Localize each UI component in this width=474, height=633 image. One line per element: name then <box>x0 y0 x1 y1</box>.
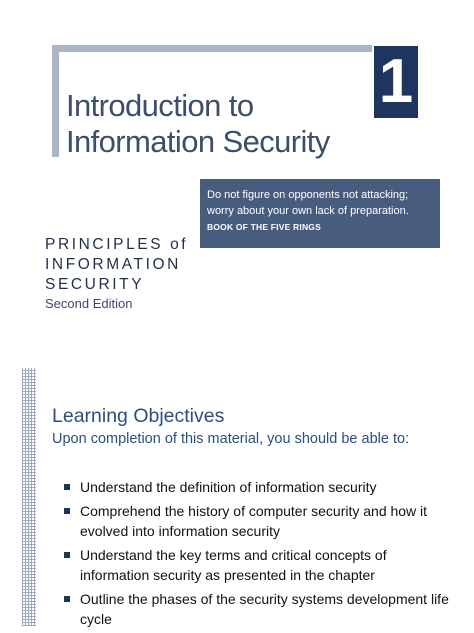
square-bullet-icon <box>64 508 70 514</box>
book-title-line: INFORMATION <box>45 256 181 273</box>
chapter-title <box>66 88 366 160</box>
chapter-title-line: Information Security <box>66 124 330 159</box>
list-item <box>64 545 459 585</box>
epigraph-source: BOOK OF THE FIVE RINGS <box>207 222 321 232</box>
epigraph-line: Do not figure on opponents not attacking; <box>207 189 409 201</box>
list-item-text: Outline the phases of the security systems development life cycle <box>80 591 449 627</box>
list-item <box>64 501 459 541</box>
objectives-list <box>64 477 459 633</box>
title-frame-top-rule <box>52 45 372 52</box>
slide-title: Learning Objectives <box>52 405 225 427</box>
square-bullet-icon <box>64 484 70 490</box>
book-title-line: SECURITY <box>45 276 145 293</box>
list-item-text: Understand the definition of information security <box>80 479 377 495</box>
list-item <box>64 477 459 497</box>
square-bullet-icon <box>64 552 70 558</box>
book-edition: Second Edition <box>45 296 133 311</box>
slide-subtitle: Upon completion of this material, you should be able to: <box>52 431 410 447</box>
dotted-accent-bar <box>22 368 36 626</box>
epigraph-line: worry about your own lack of preparation. <box>207 205 409 217</box>
list-item <box>64 589 459 629</box>
epigraph-box <box>200 179 440 248</box>
list-item-text: Understand the key terms and critical concepts of information security as presented in the chapter <box>80 547 387 583</box>
list-item-text: Comprehend the history of computer security and how it evolved into information security <box>80 503 428 539</box>
chapter-number-badge: 1 <box>374 46 418 118</box>
square-bullet-icon <box>64 596 70 602</box>
book-title-block <box>45 235 188 313</box>
book-title-line: PRINCIPLES of <box>45 236 189 253</box>
title-frame-left-rule <box>52 45 59 157</box>
chapter-title-line: Introduction to <box>66 88 254 123</box>
